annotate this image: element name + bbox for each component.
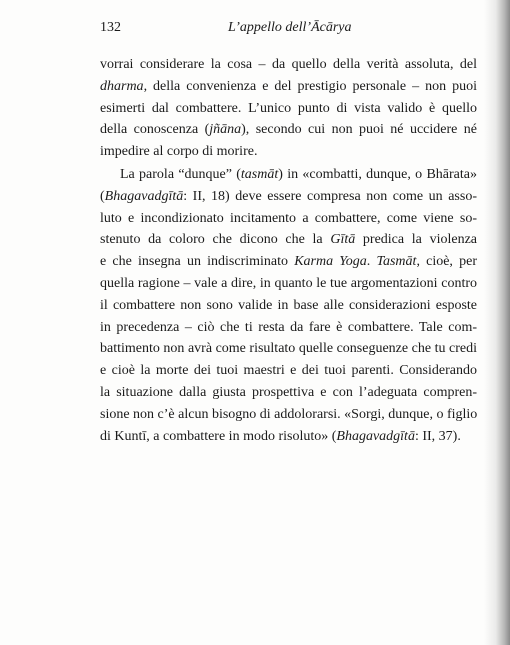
italic-text: Gītā: [330, 232, 356, 248]
italic-text: Tasmāt: [376, 254, 417, 270]
text-segment: predica la violenza: [355, 232, 478, 248]
page-header: [100, 20, 480, 38]
text-segment: il combattere non sono valide in base alle considerazioni esposte: [100, 297, 477, 313]
text-line: [100, 54, 477, 76]
italic-text: dharma: [100, 78, 144, 94]
running-title: L’appello dell’Ācārya: [228, 20, 352, 35]
text-segment: (: [100, 188, 105, 204]
text-line: [100, 404, 477, 426]
text-segment: : II, 37).: [414, 428, 461, 444]
text-segment: battimento non avrà come risultato quelle conseguenze che tu credi: [100, 341, 477, 357]
text-segment: : II, 18) deve essere compresa non come un asso-: [183, 188, 477, 204]
text-segment: , cioè, per: [416, 254, 477, 270]
text-line: [100, 251, 477, 273]
body-text: [100, 54, 477, 447]
text-line: [100, 295, 477, 317]
text-segment: sione non c’è alcun bisogno di addolorarsi. «Sorgi, dunque, o figlio: [100, 406, 478, 422]
page-gutter-shadow: [484, 0, 510, 645]
text-segment: impedire al corpo di morire.: [100, 144, 258, 160]
text-segment: luto e incondizionato incitamento a combattere, come viene so-: [100, 210, 477, 226]
text-line: [100, 208, 477, 230]
text-segment: e cioè la morte dei tuoi maestri e dei tuoi parenti. Considerando: [100, 363, 477, 379]
italic-text: Karma Yoga: [294, 254, 367, 270]
text-line: [100, 360, 477, 382]
text-line: [100, 426, 477, 448]
text-segment: in precedenza – ciò che ti resta da fare è combattere. Tale com-: [100, 319, 477, 335]
text-segment: la situazione dalla giusta prospettiva e con l’adeguata compren-: [100, 384, 477, 400]
text-line: [100, 382, 477, 404]
text-segment: della conoscenza (: [100, 122, 210, 138]
text-segment: ) in «combatti, dunque, o Bhārata»: [278, 166, 477, 182]
text-segment: La parola “dunque” (: [120, 166, 241, 182]
text-segment: vorrai considerare la cosa – da quello della verità assoluta, del: [100, 57, 477, 72]
text-segment: stenuto da coloro che dicono che la: [100, 232, 331, 248]
text-line: [100, 164, 477, 186]
text-line: [100, 119, 477, 141]
text-segment: e che insegna un indiscriminato: [100, 254, 295, 270]
text-segment: , della convenienza e del prestigio personale – non puoi: [143, 78, 477, 94]
italic-text: tasmāt: [240, 166, 279, 182]
text-line: [100, 273, 477, 295]
italic-text: Bhagavadgītā: [336, 428, 415, 444]
italic-text: Bhagavadgītā: [104, 188, 184, 204]
text-line: [100, 98, 477, 120]
italic-text: jñāna: [209, 122, 242, 138]
text-line: [100, 338, 477, 360]
text-segment: di Kuntī, a combattere in modo risoluto» (: [100, 428, 337, 444]
page-number: 132: [100, 20, 121, 35]
text-line: [100, 186, 477, 208]
text-segment: esimerti dal combattere. L’unico punto di vista valido è quello: [100, 100, 477, 116]
text-line: [100, 229, 477, 251]
text-segment: ), secondo cui non puoi né uccidere né: [241, 122, 477, 138]
text-line: [100, 317, 477, 339]
text-segment: quella ragione – vale a dire, in quanto le tue argomentazioni contro: [100, 275, 477, 291]
text-line: [100, 141, 477, 163]
text-segment: .: [366, 254, 377, 270]
text-line: [100, 76, 477, 98]
